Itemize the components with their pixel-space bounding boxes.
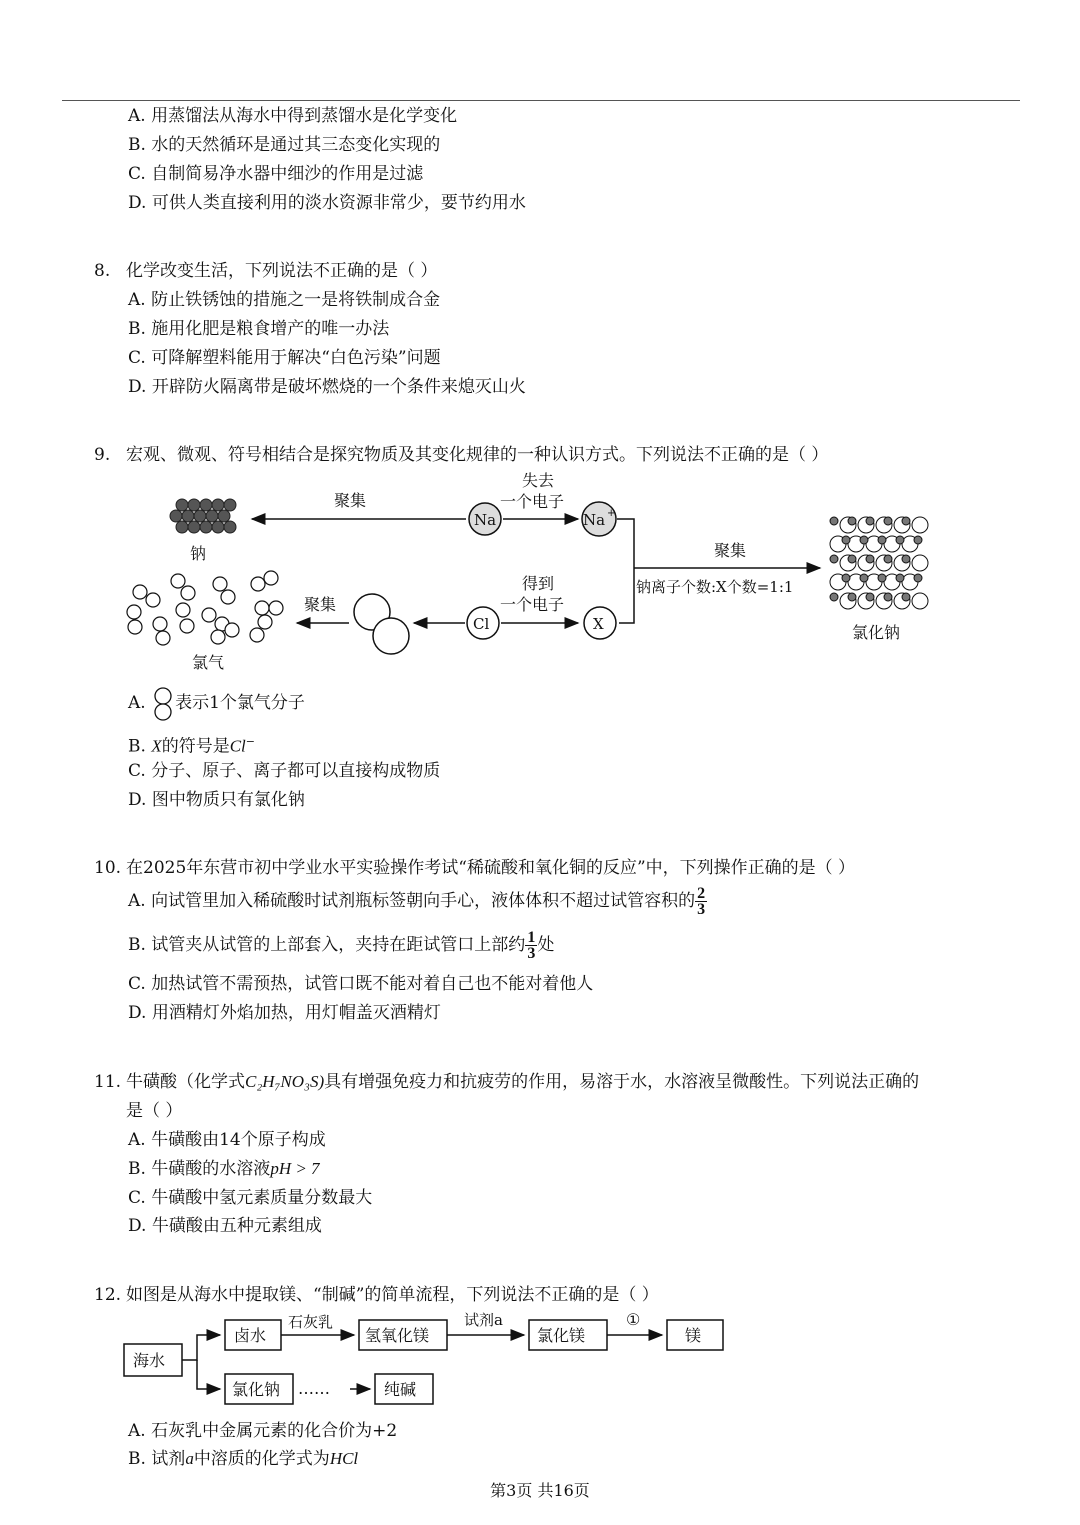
fraction-denominator: 3 xyxy=(697,901,706,918)
chlorine-gas-graphic xyxy=(127,571,283,645)
fraction-numerator: 1 xyxy=(527,929,536,946)
q10-option-a xyxy=(128,886,707,917)
q9-option-c: C. 分子、原子、离子都可以直接构成物质 xyxy=(128,761,441,781)
q9-option-b-symbol: Cl xyxy=(229,736,246,756)
cl-atom-label: Cl xyxy=(473,615,490,633)
q8-option-d: D. 开辟防火隔离带是破坏燃烧的一个条件来熄灭山火 xyxy=(128,377,526,397)
q10-option-b xyxy=(128,930,554,961)
brine-label: 卤水 xyxy=(234,1326,267,1345)
q7-option-b: B. 水的天然循环是通过其三态变化实现的 xyxy=(128,135,441,155)
nacl-lattice-graphic xyxy=(830,517,928,609)
q9-option-b-var: X xyxy=(151,736,162,756)
nacl-label: 氯化钠 xyxy=(852,623,901,642)
lose-label-1: 失去 xyxy=(522,471,555,490)
q12-number: 12. xyxy=(94,1285,122,1305)
fraction-numerator: 2 xyxy=(697,885,706,902)
q12-option-b-mid: 中溶质的化学式为 xyxy=(193,1449,330,1469)
chlorine-label: 氯气 xyxy=(192,653,225,672)
q9-stem: 宏观、微观、符号相结合是探究物质及其变化规律的一种认识方式。下列说法不正确的是（ ） xyxy=(126,445,829,465)
step-one-label: ① xyxy=(626,1310,641,1329)
sodium-label: 钠 xyxy=(190,544,207,563)
gather-label-1: 聚集 xyxy=(334,491,367,510)
cl2-molecule-icon xyxy=(354,594,409,654)
q10-option-b-text: B. 试管夹从试管的上部套入，夹持在距试管口上部约 xyxy=(128,935,526,955)
q11-option-c: C. 牛磺酸中氢元素质量分数最大 xyxy=(128,1188,373,1208)
gather-label-3: 聚集 xyxy=(714,541,747,560)
na-ion-label: Na xyxy=(583,511,606,529)
seawater-label: 海水 xyxy=(133,1351,166,1370)
fraction-one-third xyxy=(525,930,537,961)
gain-label-2: 一个电子 xyxy=(500,595,565,614)
q8-option-a: A. 防止铁锈蚀的措施之一是将铁制成合金 xyxy=(128,290,441,310)
lose-label-2: 一个电子 xyxy=(500,492,565,511)
q10-option-c: C. 加热试管不需预热，试管口既不能对着自己也不能对着他人 xyxy=(128,974,594,994)
q9-option-d: D. 图中物质只有氯化钠 xyxy=(128,790,305,810)
sodium-metal-graphic xyxy=(170,499,236,533)
q9-option-a-text: 表示1个氯气分子 xyxy=(175,693,305,713)
q9-option-a xyxy=(128,692,305,714)
q12-option-b-symbol: HCl xyxy=(329,1449,359,1468)
q10-option-a-text: A. 向试管里加入稀硫酸时试剂瓶标签朝向手心，液体体积不超过试管容积的 xyxy=(128,891,696,911)
fraction-two-thirds xyxy=(695,886,707,917)
cl2-molecule-small-icon xyxy=(151,687,175,721)
q8-option-c: C. 可降解塑料能用于解决“白色污染”问题 xyxy=(128,348,441,368)
na-atom-label: Na xyxy=(474,511,497,529)
q11-number: 11. xyxy=(94,1072,122,1092)
q11-stem-post: 具有增强免疫力和抗疲劳的作用，易溶于水，水溶液呈微酸性。下列说法正确的 xyxy=(324,1072,920,1092)
q12-flowchart xyxy=(0,1300,1080,1415)
q10-option-d: D. 用酒精灯外焰加热，用灯帽盖灭酒精灯 xyxy=(128,1003,441,1023)
ratio-label: 钠离子个数:X个数=1:1 xyxy=(636,578,794,596)
q9-option-b-mid: 的符号是 xyxy=(161,736,230,757)
q12-option-a: A. 石灰乳中金属元素的化合价为+2 xyxy=(128,1421,398,1441)
q11-stem-line2: 是（ ） xyxy=(126,1101,183,1121)
na-ion-charge: + xyxy=(607,508,616,519)
q9-diagram xyxy=(0,0,1080,700)
flow-dots: …… xyxy=(298,1379,330,1398)
reagent-label: 试剂a xyxy=(464,1311,503,1329)
q9-option-a-prefix: A. xyxy=(128,693,146,713)
q12-option-b-pre: B. 试剂 xyxy=(128,1449,186,1469)
q11-option-d: D. 牛磺酸由五种元素组成 xyxy=(128,1216,322,1236)
q7-option-d: D. 可供人类直接利用的淡水资源非常少，要节约用水 xyxy=(128,193,526,213)
q7-option-c: C. 自制简易净水器中细沙的作用是过滤 xyxy=(128,164,424,184)
q9-option-b-charge: − xyxy=(245,735,255,748)
q11-option-b-pre: B. 牛磺酸的水溶液 xyxy=(128,1159,271,1179)
q9-option-b xyxy=(128,731,255,758)
soda-label: 纯碱 xyxy=(384,1380,417,1399)
q10-number: 10. xyxy=(94,858,122,878)
lime-label: 石灰乳 xyxy=(288,1313,334,1331)
q8-option-b: B. 施用化肥是粮食增产的唯一办法 xyxy=(128,319,390,339)
q11-stem xyxy=(126,1071,919,1093)
q12-option-b xyxy=(128,1448,358,1470)
q7-option-a: A. 用蒸馏法从海水中得到蒸馏水是化学变化 xyxy=(128,106,458,126)
q8-stem: 化学改变生活，下列说法不正确的是（ ） xyxy=(126,261,438,281)
q10-stem: 在2025年东营市初中学业水平实验操作考试“稀硫酸和氧化铜的反应”中，下列操作正确的是（ ） xyxy=(126,858,856,878)
q11-option-b xyxy=(128,1158,320,1180)
q10-option-b-tail: 处 xyxy=(537,935,555,955)
x-ion-label: X xyxy=(593,615,604,633)
fraction-denominator: 3 xyxy=(527,945,536,962)
mgcl-label: 氯化镁 xyxy=(537,1326,586,1345)
taurine-formula: C₂H₇NO₃S) xyxy=(245,1072,325,1091)
mg-label: 镁 xyxy=(685,1326,702,1345)
q11-option-b-math: pH > 7 xyxy=(270,1159,320,1178)
q12-stem: 如图是从海水中提取镁、“制碱”的简单流程，下列说法不正确的是（ ） xyxy=(126,1285,659,1305)
mgoh-label: 氢氧化镁 xyxy=(365,1326,430,1345)
q11-stem-pre: 牛磺酸（化学式 xyxy=(126,1072,245,1092)
q8-number: 8. xyxy=(94,261,111,281)
q9-option-b-prefix: B. xyxy=(128,736,146,757)
q12-option-b-var: a xyxy=(185,1449,194,1468)
gain-label-1: 得到 xyxy=(522,574,555,593)
page-footer: 第3页 共16页 xyxy=(490,1481,590,1500)
q9-number: 9. xyxy=(94,445,111,465)
q11-option-a: A. 牛磺酸由14个原子构成 xyxy=(128,1130,326,1150)
gather-label-2: 聚集 xyxy=(304,595,337,614)
nacl-flow-label: 氯化钠 xyxy=(232,1380,281,1399)
